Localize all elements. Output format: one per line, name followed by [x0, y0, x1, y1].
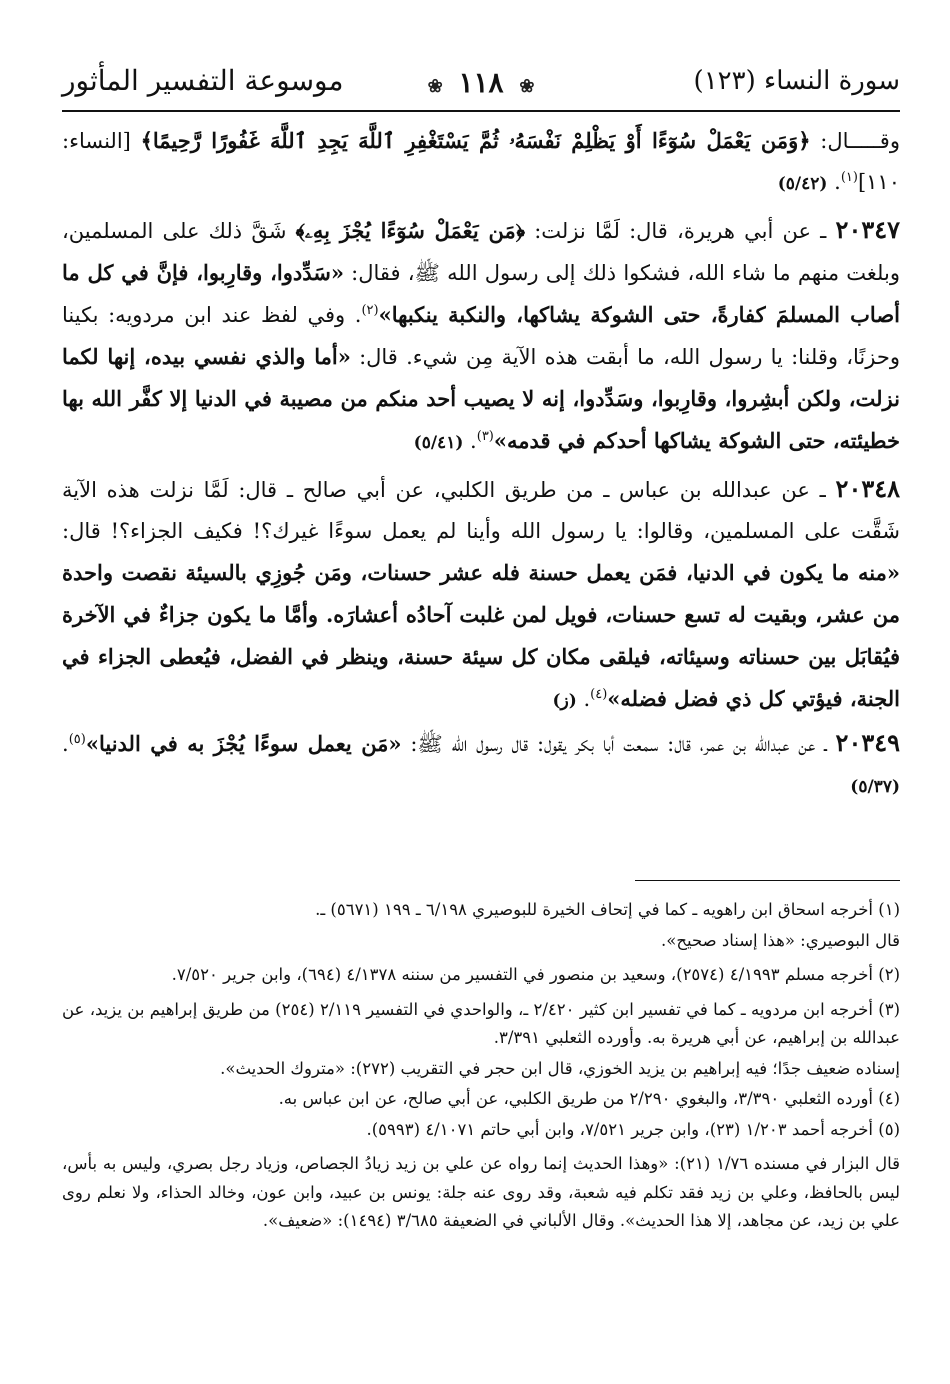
hadith-text: «منه ما يكون في الدنيا، فمَن يعمل حسنة فله عشر حسنات، ومَن جُوزِي بالسيئة نقصت واحدة من عشر، وبقيت له تسع حسنات، فويل لمن غلبت آحادُه أعشارَه. وأمَّا ما يكون جزاءٌ في الآخرة فيُقابَل بين حسناته وسيئاته، فيلقى مكان كل سيئة حسنة، وينظر في الفضل، فيُعطى الجزاء في الجنة، فيؤتي كل ذي فضل فضله» — [62, 560, 900, 711]
footnote-divider — [635, 880, 900, 881]
verse-reference: [النساء: ١١٠] — [62, 129, 900, 194]
narration-text: ـ عن عبدالله بن عمر، قال: سمعت أبا بكر يقول: قال رسول الله ﷺ: — [401, 732, 836, 756]
hadith-text: «أما والذي نفسي بيده، إنها لكما نزلت، ولكن أبشِروا، وقارِبوا، وسَدِّدوا، إنه لا يصيب أحد منكم من مصيبة في الدنيا إلا كفَّر الله بها خطيئته، حتى الشوكة يشاكها أحدكم في قدمه» — [62, 344, 900, 453]
footnote-item: قال البوصيري: «هذا إسناد صحيح». — [660, 930, 900, 950]
source-reference: (٥/٣٧) — [850, 777, 900, 797]
narration-text: ـ عن أبي هريرة، قال: لَمَّا نزلت: — [525, 219, 836, 243]
ornament-icon: ❀ — [519, 76, 535, 97]
source-reference: (٥/٤٢) — [777, 174, 828, 194]
punctuation: . — [576, 687, 591, 711]
narration-text: شَقَّ ذلك على المسلمين، وبلغت منهم ما شاء الله، فشكوا ذلك إلى رسول الله ﷺ، فقال: — [62, 219, 900, 285]
footnote-item: (٢) أخرجه مسلم ٤/١٩٩٣ (٢٥٧٤)، وسعيد بن منصور في التفسير من سننه ٤/١٣٧٨ (٦٩٤)، وابن جرير ٧/٥٢٠. — [171, 965, 900, 984]
footnote-item: (١) أخرجه اسحاق ابن راهويه ـ كما في إتحاف الخيرة للبوصيري ٦/١٩٨ ـ ١٩٩ (٥٦٧١) ـ. — [315, 900, 900, 919]
book-title: موسوعة التفسير المأثور — [62, 64, 344, 97]
ornament-icon: ❀ — [427, 76, 443, 97]
footnote-item: إسناده ضعيف جدًا؛ فيه إبراهيم بن يزيد الخوزي، قال ابن حجر في التقريب (٢٧٢): «متروك الحديث». — [220, 1058, 900, 1078]
hadith-number: ٢٠٣٤٨ — [835, 474, 900, 503]
footnote-item: (٤) أورده الثعلبي ٣/٣٩٠، والبغوي ٢/٢٩٠ من طريق الكلبي، عن أبي صالح، عن ابن عباس به. — [278, 1089, 900, 1108]
footnote-item: قال البزار في مسنده ١/٧٦ (٢١): «وهذا الحديث إنما رواه عن علي بن زيد زيادُ الجصاص، وزياد رجل بصري، وليس به بأس، ليس بالحافظ، وعلي بن زيد فقد تكلم فيه شعبة، وقد روى عنه جلة: يونس بن عبيد، وابن عون، وخالد الحذاء، ولا نعلم روى علي بن زيد، عن مجاهد، إلا هذا الحديث». وقال الألباني في الضعيفة ٣/٦٨٥ (١٤٩٤): «ضعيف». — [62, 1154, 900, 1230]
hadith-text: «سَدِّدوا، وقارِبوا، فإنَّ في كل ما أصاب المسلمَ كفارةً، حتى الشوكة يشاكها، والنكبة ينكبها» — [62, 260, 900, 327]
footnotes — [62, 896, 900, 1238]
hadith-text: «مَن يعمل سوءًا يُجْزَ به في الدنيا» — [85, 731, 402, 756]
surah-title: سورة النساء (١٢٣) — [693, 66, 900, 96]
footnote-marker: (٤) — [590, 687, 608, 702]
quran-verse: ﴿وَمَن يَعْمَلْ سُوٓءًا أَوْ يَظْلِمْ نَفْسَهُۥ ثُمَّ يَسْتَغْفِرِ ٱللَّهَ يَجِدِ ٱللَّهَ غَفُورًا رَّحِيمًا﴾ — [140, 128, 811, 153]
page-number: ١١٨ — [458, 66, 504, 99]
hadith-number: ٢٠٣٤٧ — [835, 215, 900, 244]
hadith-20349 — [62, 722, 900, 808]
paragraph-verse — [62, 120, 900, 205]
footnote-marker: (٢) — [361, 303, 379, 318]
punctuation: . — [62, 732, 69, 756]
page-header — [62, 58, 900, 112]
footnote-item: (٣) أخرجه ابن مردويه ـ كما في تفسير ابن كثير ٢/٤٢٠ ـ، والواحدي في التفسير ٢/١١٩ (٢٥٤) من طريق إبراهيم بن يزيد، عن عبدالله بن إبراهيم، عن أبي هريرة به. وأورده الثعلبي ٣/٣٩١. — [62, 999, 900, 1047]
book-page — [62, 58, 900, 1230]
source-reference: (ز) — [552, 691, 577, 711]
hadith-20347 — [62, 209, 900, 464]
punctuation: . — [827, 170, 841, 194]
footnote-marker: (٣) — [476, 429, 494, 444]
footnote-marker: (١) — [840, 170, 858, 185]
hadith-20348 — [62, 468, 900, 722]
quran-verse: ﴿مَن يَعْمَلْ سُوٓءًا يُجْزَ بِهِۦ﴾ — [295, 218, 526, 243]
page-number-group — [422, 66, 541, 99]
narration-text: ـ عن عبدالله بن عباس ـ من طريق الكلبي، عن أبي صالح ـ قال: لَمَّا نزلت هذه الآية شَقَّت على المسلمين، وقالوا: يا رسول الله وأينا لم يعمل سوءًا غيرك؟! فكيف الجزاء؟! قال: — [62, 478, 900, 543]
main-text — [62, 120, 900, 808]
punctuation: . — [463, 429, 477, 453]
narration-text: . وفي لفظ عند ابن مردويه: بكينا وحزنًا، وقلنا: يا رسول الله، ما أبقت هذه الآية مِن شيء. قال: — [62, 303, 900, 369]
footnote-marker: (٥) — [68, 732, 86, 747]
source-reference: (٥/٤١) — [413, 433, 464, 453]
footnote-item: (٥) أخرجه أحمد ١/٢٠٣ (٢٣)، وابن جرير ٧/٥٢١، وابن أبي حاتم ٤/١٠٧١ (٥٩٩٣). — [366, 1119, 900, 1139]
intro-text: وقـــــال: — [810, 129, 900, 153]
hadith-number: ٢٠٣٤٩ — [835, 728, 900, 757]
